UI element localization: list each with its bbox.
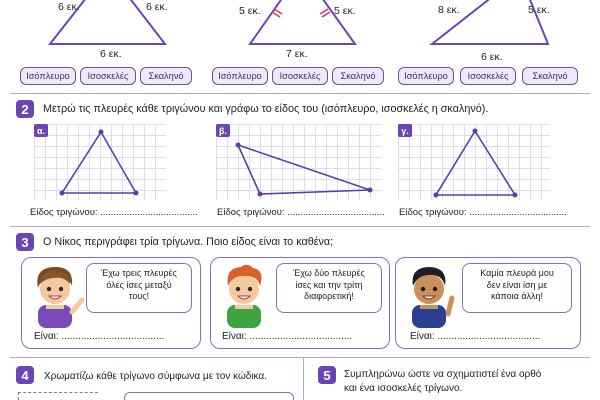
speech-bubble xyxy=(86,263,192,313)
triangle-a xyxy=(34,124,166,200)
side-label: 8 εκ. xyxy=(438,4,460,16)
answer-line[interactable]: Είναι: ..................................... xyxy=(222,331,353,342)
item-tag: α. xyxy=(34,124,48,137)
question-text-line: Συμπληρώνω ώστε να σχηματιστεί ένα ορθό xyxy=(344,369,542,380)
bubble-line: όλες ίσες μεταξύ xyxy=(106,279,172,290)
option-scalene[interactable]: Σκαληνό xyxy=(140,67,192,85)
option-equilateral[interactable]: Ισόπλευρο xyxy=(398,67,454,85)
answer-line[interactable]: Είναι: ..................................... xyxy=(410,331,541,342)
bubble-line: Έχω δύο πλευρές xyxy=(293,268,365,278)
option-isosceles[interactable]: Ισοσκελές xyxy=(272,67,328,85)
section-divider xyxy=(10,93,590,94)
triangle-c xyxy=(398,124,550,200)
side-label: 6 εκ. xyxy=(146,1,168,13)
boy-avatar xyxy=(24,262,86,328)
side-label: 7 εκ. xyxy=(286,48,308,60)
side-label: 6 εκ. xyxy=(58,1,80,13)
question-text-line: και ένα ισοσκελές τρίγωνο. xyxy=(344,383,463,394)
coloring-box xyxy=(124,392,294,400)
section-number: 5 xyxy=(318,366,336,384)
boy-avatar xyxy=(398,262,460,328)
side-label: 5 εκ. xyxy=(334,5,356,17)
side-label: 6 εκ. xyxy=(100,48,122,60)
bubble-line: δεν είναι ίση με xyxy=(486,279,548,290)
side-label: 6 εκ. xyxy=(481,51,503,63)
answer-line[interactable]: Είδος τριγώνου: ..................................... xyxy=(399,207,567,218)
bubble-line: κάποια άλλη! xyxy=(490,291,544,301)
section-divider xyxy=(10,357,590,358)
question-text: Μετρώ τις πλευρές κάθε τριγώνου και γράφω το είδος του (ισόπλευρο, ισοσκελές η σκαληνό). xyxy=(43,103,489,115)
answer-line[interactable]: Είδος τριγώνου: ..................................... xyxy=(30,207,198,218)
triangle-b xyxy=(216,124,381,200)
speech-bubble xyxy=(462,263,572,313)
option-equilateral[interactable]: Ισόπλευρο xyxy=(20,67,76,85)
section-number: 2 xyxy=(16,100,34,118)
option-equilateral[interactable]: Ισόπλευρο xyxy=(212,67,268,85)
question-text: Ο Νίκος περιγράφει τρία τρίγωνα. Ποιο είδος είναι το καθένα; xyxy=(43,236,334,248)
section-divider xyxy=(10,226,590,227)
boy-avatar xyxy=(213,262,275,328)
bubble-line: Καμία πλευρά μου xyxy=(480,268,554,278)
bubble-line: τους! xyxy=(128,291,150,301)
column-divider xyxy=(303,357,304,400)
color-key-box xyxy=(18,392,98,400)
answer-line[interactable]: Είδος τριγώνου: ..................................... xyxy=(217,207,385,218)
answer-line[interactable]: Είναι: ..................................... xyxy=(34,331,165,342)
bubble-line: Έχω τρεις πλευρές xyxy=(101,268,177,278)
option-scalene[interactable]: Σκαληνό xyxy=(522,67,578,85)
item-tag: β. xyxy=(216,124,230,137)
section-number: 3 xyxy=(16,233,34,251)
speech-bubble xyxy=(276,263,382,313)
question-text: Χρωματίζω κάθε τρίγωνο σύμφωνα με τον κώδικα. xyxy=(44,371,267,382)
option-isosceles[interactable]: Ισοσκελές xyxy=(460,67,516,85)
side-label: 5 εκ. xyxy=(239,5,261,17)
bubble-line: διαφορετική! xyxy=(304,291,354,301)
option-scalene[interactable]: Σκαληνό xyxy=(332,67,384,85)
option-isosceles[interactable]: Ισοσκελές xyxy=(80,67,136,85)
side-label: 5 εκ. xyxy=(528,4,550,16)
bubble-line: ίσες και την τρίτη xyxy=(295,279,363,290)
section-number: 4 xyxy=(16,366,34,384)
item-tag: γ. xyxy=(398,124,412,137)
